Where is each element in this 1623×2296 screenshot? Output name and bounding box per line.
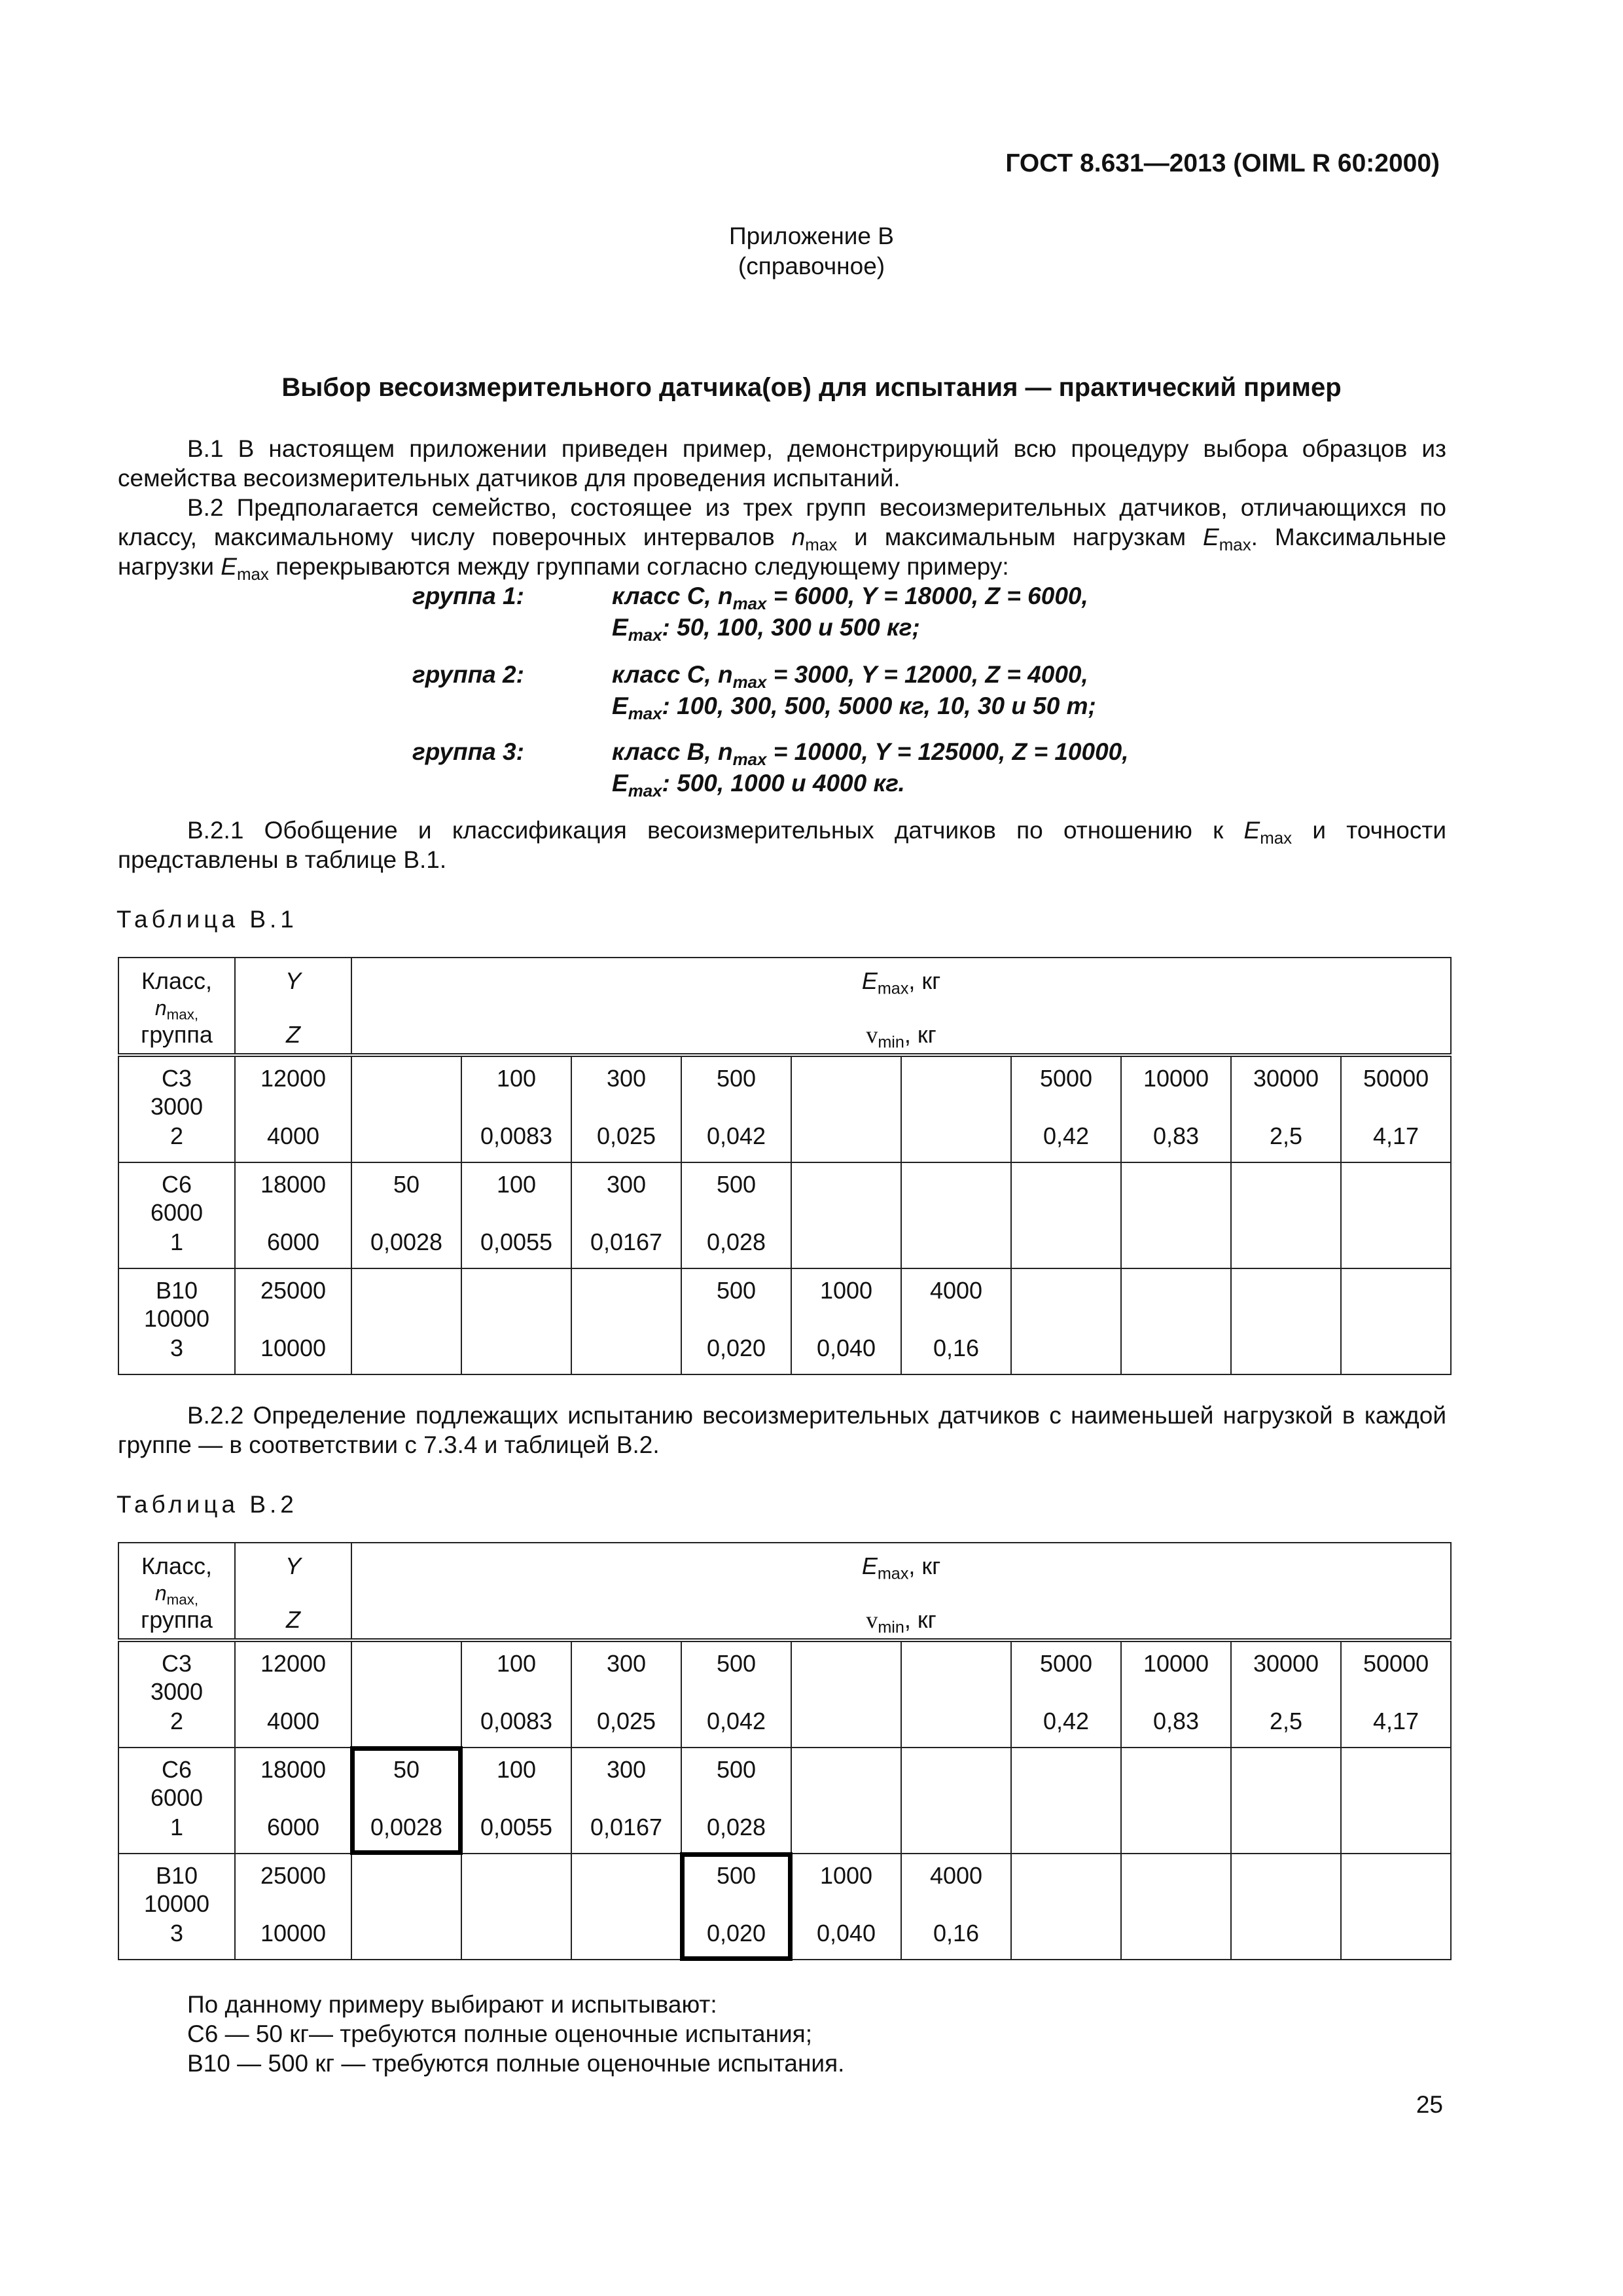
value-cell	[1341, 1854, 1451, 1960]
header-class-cell: Класс, $n_{max,}$ группа	[118, 1543, 235, 1640]
value-cell: 100 0,0055	[461, 1748, 571, 1854]
value-cell	[791, 1640, 901, 1748]
appendix-subtitle: (справочное)	[738, 253, 885, 279]
value-cell	[1011, 1162, 1121, 1268]
value-cell	[1231, 1854, 1341, 1960]
class-cell: В10 10000 3	[118, 1268, 235, 1374]
yz-cell: 18000 6000	[235, 1162, 351, 1268]
table-row	[118, 1640, 1451, 1748]
value-cell	[351, 1055, 461, 1162]
value-cell	[461, 1268, 571, 1374]
value-cell	[1341, 1268, 1451, 1374]
group-3-label: группа 3:	[412, 738, 524, 765]
group-1-line2: $E_{max}$: 50, 100, 300 и 500 кг;	[612, 614, 920, 645]
value-cell	[571, 1268, 681, 1374]
header-yz-cell: Y Z	[235, 958, 351, 1055]
value-cell	[901, 1748, 1011, 1854]
header-class-cell: Класс, $n_{max,}$ группа	[118, 958, 235, 1055]
value-cell: 50000 4,17	[1341, 1640, 1451, 1748]
value-cell	[1121, 1854, 1231, 1960]
document-header: ГОСТ 8.631—2013 (OIML R 60:2000)	[1005, 149, 1440, 177]
value-cell	[1231, 1268, 1341, 1374]
value-cell	[351, 1268, 461, 1374]
conclusion-line2: В10 — 500 кг — требуются полные оценочные испытания.	[187, 2050, 845, 2077]
value-cell: 4000 0,16	[901, 1268, 1011, 1374]
value-cell	[791, 1055, 901, 1162]
value-cell	[1231, 1748, 1341, 1854]
paragraph-b1: В.1 В настоящем приложении приведен пример, демонстрирующий всю процедуру выбора образцов из семейства весоизмерительных датчиков для проведения испытаний.	[118, 435, 1446, 492]
value-cell: 1000 0,040	[791, 1854, 901, 1960]
value-cell	[901, 1055, 1011, 1162]
value-cell	[1011, 1748, 1121, 1854]
value-cell: 500 0,020	[681, 1854, 791, 1960]
value-cell: 500 0,042	[681, 1055, 791, 1162]
table-row	[118, 1748, 1451, 1854]
conclusion-intro: По данному примеру выбирают и испытывают:	[187, 1991, 717, 2018]
group-2-line1: класс С, $n_{max} = 3000$, Y = 12000, Z = 4000,	[612, 661, 1088, 692]
conclusion	[187, 1990, 844, 2078]
class-cell: В10 10000 3	[118, 1854, 235, 1960]
header-yz-cell: Y Z	[235, 1543, 351, 1640]
paragraph-b2: В.2 Предполагается семейство, состоящее из трех групп весоизмерительных датчиков, отличающихся по классу, максимальному числу поверочных интервалов $n_{max}$ и максимальным нагрузкам $E_{max}$. Максимальные нагрузки $E_{max}$ перекрываются между группами согласно следующему примеру:	[118, 494, 1446, 584]
class-cell: С3 3000 2	[118, 1640, 235, 1748]
value-cell: 100 0,0083	[461, 1055, 571, 1162]
value-cell	[1121, 1748, 1231, 1854]
value-cell: 4000 0,16	[901, 1854, 1011, 1960]
yz-cell: 12000 4000	[235, 1640, 351, 1748]
group-3-line2: $E_{max}$: 500, 1000 и 4000 кг.	[612, 770, 905, 800]
value-cell: 500 0,028	[681, 1162, 791, 1268]
value-cell: 300 0,025	[571, 1055, 681, 1162]
paragraph-b21: В.2.1 Обобщение и классификация весоизмерительных датчиков по отношению к $E_{max}$ и точности представлены в таблице В.1.	[118, 817, 1446, 873]
value-cell	[791, 1748, 901, 1854]
page-number: 25	[1416, 2091, 1443, 2118]
value-cell: 300 0,025	[571, 1640, 681, 1748]
header-emax-cell: $E_{max}$, кг $v_{min}$, кг	[351, 1543, 1451, 1640]
value-cell: 50 0,0028	[351, 1162, 461, 1268]
value-cell: 50000 4,17	[1341, 1055, 1451, 1162]
group-2-label: группа 2:	[412, 661, 524, 688]
value-cell: 100 0,0083	[461, 1640, 571, 1748]
appendix-title: Приложение В	[729, 223, 894, 249]
value-cell	[1121, 1268, 1231, 1374]
class-cell: С3 3000 2	[118, 1055, 235, 1162]
value-cell: 10000 0,83	[1121, 1055, 1231, 1162]
value-cell	[1231, 1162, 1341, 1268]
yz-cell: 25000 10000	[235, 1854, 351, 1960]
value-cell: 5000 0,42	[1011, 1640, 1121, 1748]
table-b1-caption: Таблица В.1	[116, 906, 298, 933]
value-cell: 500 0,020	[681, 1268, 791, 1374]
value-cell	[351, 1640, 461, 1748]
class-cell: С6 6000 1	[118, 1162, 235, 1268]
yz-cell: 12000 4000	[235, 1055, 351, 1162]
value-cell: 10000 0,83	[1121, 1640, 1231, 1748]
conclusion-line1: С6 — 50 кг— требуются полные оценочные испытания;	[187, 2020, 812, 2047]
group-1-line1: класс С, $n_{max} = 6000$, Y = 18000, Z = 6000,	[612, 583, 1088, 613]
table-b2	[118, 1542, 1452, 1960]
group-3-line1: класс В, $n_{max} = 10000$, Y = 125000, Z = 10000,	[612, 738, 1129, 769]
value-cell	[1341, 1162, 1451, 1268]
group-1-label: группа 1:	[412, 583, 524, 609]
value-cell: 300 0,0167	[571, 1162, 681, 1268]
table-row	[118, 1268, 1451, 1374]
value-cell	[1011, 1268, 1121, 1374]
value-cell: 300 0,0167	[571, 1748, 681, 1854]
value-cell: 1000 0,040	[791, 1268, 901, 1374]
table-row	[118, 1055, 1451, 1162]
value-cell	[1121, 1162, 1231, 1268]
table-row	[118, 1854, 1451, 1960]
value-cell	[461, 1854, 571, 1960]
class-cell: С6 6000 1	[118, 1748, 235, 1854]
value-cell: 500 0,028	[681, 1748, 791, 1854]
header-emax-cell: $E_{max}$, кг $v_{min}$, кг	[351, 958, 1451, 1055]
value-cell: 30000 2,5	[1231, 1640, 1341, 1748]
value-cell	[901, 1640, 1011, 1748]
yz-cell: 18000 6000	[235, 1748, 351, 1854]
value-cell	[571, 1854, 681, 1960]
value-cell: 100 0,0055	[461, 1162, 571, 1268]
table-row	[118, 1162, 1451, 1268]
table-b2-caption: Таблица В.2	[116, 1491, 298, 1518]
value-cell: 50 0,0028	[351, 1748, 461, 1854]
paragraph-b22: В.2.2 Определение подлежащих испытанию весоизмерительных датчиков с наименьшей нагрузкой в каждой группе — в соответствии с 7.3.4 и таблицей В.2.	[118, 1402, 1446, 1458]
table-b1	[118, 957, 1452, 1375]
value-cell	[1341, 1748, 1451, 1854]
section-title: Выбор весоизмерительного датчика(ов) для испытания — практический пример	[281, 373, 1342, 402]
value-cell	[791, 1162, 901, 1268]
value-cell: 500 0,042	[681, 1640, 791, 1748]
value-cell	[1011, 1854, 1121, 1960]
yz-cell: 25000 10000	[235, 1268, 351, 1374]
value-cell: 30000 2,5	[1231, 1055, 1341, 1162]
group-2-line2: $E_{max}$: 100, 300, 500, 5000 кг, 10, 30 и 50 т;	[612, 692, 1096, 723]
value-cell: 5000 0,42	[1011, 1055, 1121, 1162]
value-cell	[901, 1162, 1011, 1268]
value-cell	[351, 1854, 461, 1960]
